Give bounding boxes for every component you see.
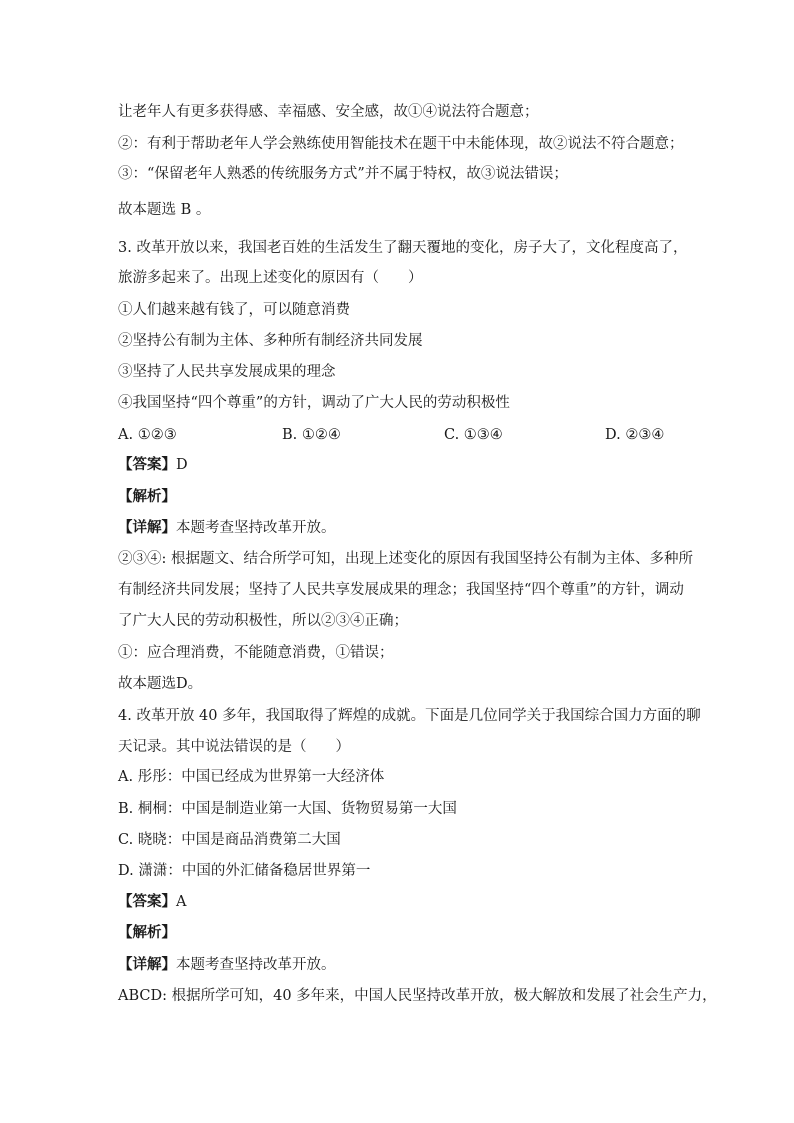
- q3-explain-line-1: ②③④: 根据题文、结合所学可知，出现上述变化的原因有我国坚持公有制为主体、多种所: [118, 551, 693, 567]
- text-line: 故本题选 B 。: [118, 202, 211, 218]
- detail-label: 【详解】: [118, 519, 176, 536]
- q3-option-b: B. ①②④: [282, 427, 341, 443]
- q4-option-d: D. 潇潇：中国的外汇储备稳居世界第一: [118, 863, 371, 879]
- q3-option-c: C. ①③④: [444, 427, 503, 443]
- text-line: ③：“保留老年人熟悉的传统服务方式”并不属于特权，故③说法错误；: [118, 166, 568, 182]
- q3-answer-row: [118, 455, 188, 475]
- answer-value: A: [176, 894, 187, 910]
- answer-label: 【答案】: [118, 893, 176, 910]
- q3-stem-line-2: 旅游多起来了。出现上述变化的原因有（ ）: [118, 270, 423, 286]
- q3-item-2: ②坚持公有制为主体、多种所有制经济共同发展: [118, 333, 423, 349]
- detail-text: 本题考查坚持改革开放。: [176, 520, 336, 536]
- q4-detail-row: [118, 955, 336, 975]
- q4-stem-line-2: 天记录。其中说法错误的是（ ）: [118, 739, 350, 755]
- q3-stem-line-1: 3. 改革开放以来，我国老百姓的生活发生了翻天覆地的变化，房子大了，文化程度高了，: [118, 240, 688, 256]
- q4-answer-row: [118, 892, 186, 912]
- q4-explain-line-1: ABCD: 根据所学可知，40 多年来，中国人民坚持改革开放，极大解放和发展了社会生产力，: [118, 988, 717, 1004]
- q3-item-1: ①人们越来越有钱了，可以随意消费: [118, 302, 350, 318]
- answer-value: D: [176, 457, 188, 473]
- q4-option-b: B. 桐桐：中国是制造业第一大国、货物贸易第一大国: [118, 801, 457, 817]
- detail-label: 【详解】: [118, 956, 176, 973]
- q3-option-a: A. ①②③: [118, 427, 177, 443]
- q4-stem-line-1: 4. 改革开放 40 多年，我国取得了辉煌的成就。下面是几位同学关于我国综合国力方面的聊: [118, 708, 701, 724]
- analysis-label: 【解析】: [118, 488, 176, 505]
- q4-option-c: C. 晓晓：中国是商品消费第二大国: [118, 832, 341, 848]
- q3-explain-line-4: ①：应合理消费，不能随意消费，①错误；: [118, 645, 394, 661]
- q3-detail-row: [118, 518, 336, 538]
- q3-explain-line-2: 有制经济共同发展；坚持了人民共享发展成果的理念；我国坚持“四个尊重”的方针，调动: [118, 582, 684, 598]
- analysis-label: 【解析】: [118, 924, 176, 941]
- q3-conclusion: 故本题选D。: [118, 676, 203, 692]
- q4-option-a: A. 彤彤：中国已经成为世界第一大经济体: [118, 769, 385, 785]
- answer-label: 【答案】: [118, 456, 176, 473]
- text-line: 让老年人有更多获得感、幸福感、安全感，故①④说法符合题意；: [118, 104, 539, 120]
- q3-explain-line-3: 了广大人民的劳动积极性，所以②③④正确；: [118, 613, 408, 629]
- text-line: ②：有利于帮助老年人学会熟练使用智能技术在题干中未能体现，故②说法不符合题意；: [118, 136, 684, 152]
- q3-option-d: D. ②③④: [605, 427, 665, 443]
- q3-analysis-row: [118, 487, 176, 507]
- q4-analysis-row: [118, 923, 176, 943]
- q3-item-4: ④我国坚持“四个尊重”的方针，调动了广大人民的劳动积极性: [118, 395, 510, 411]
- q3-item-3: ③坚持了人民共享发展成果的理念: [118, 364, 336, 380]
- detail-text: 本题考查坚持改革开放。: [176, 957, 336, 973]
